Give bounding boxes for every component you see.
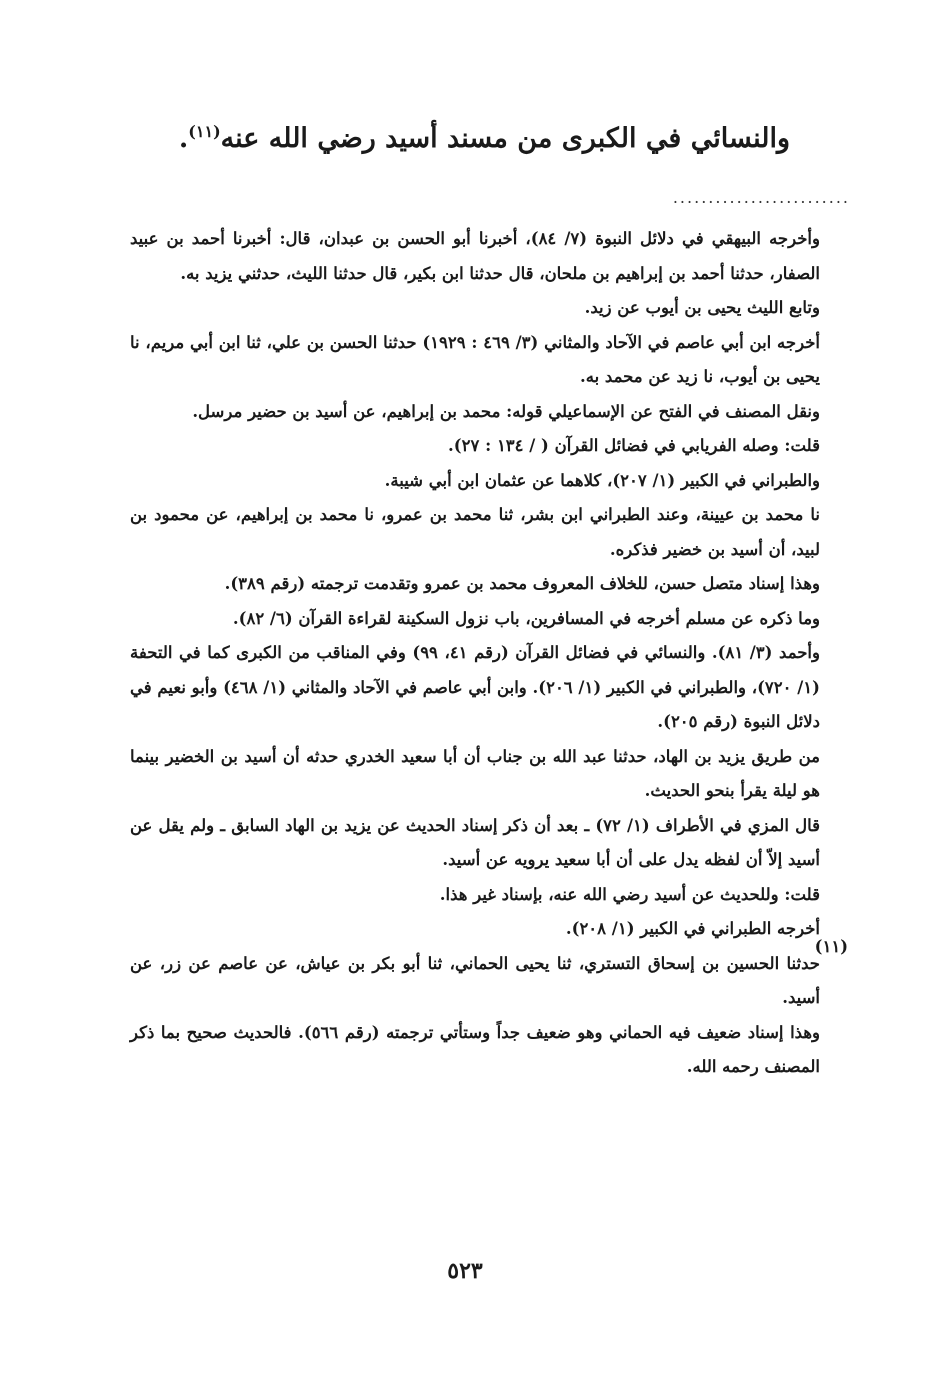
footnote-paragraph: قال المزي في الأطراف (١/ ٧٢) ـ بعد أن ذكر إسناد الحديث عن يزيد بن الهاد السابق ـ ولم يقل عن أسيد إلاّ أن لفظه يدل على أن أبا سعيد يرويه عن أسيد. [130, 815, 820, 869]
footnote-paragraph: نا محمد بن عيينة، وعند الطبراني ابن بشر، ثنا محمد بن عمرو، نا محمد بن إبراهيم، عن محمود بن لبيد، أن أسيد بن خضير فذكره. [130, 505, 820, 559]
footnote-paragraph: قلت: وللحديث عن أسيد رضي الله عنه، بإسناد غير هذا. [439, 884, 820, 904]
main-text-line [110, 112, 790, 159]
footnote-paragraph: قلت: وصله الفريابي في فضائل القرآن ( / ١٣٤ : ٢٧). [448, 436, 820, 455]
footnote-paragraph: حدثنا الحسين بن إسحاق التستري، ثنا يحيى الحماني، ثنا أبو بكر بن عياش، عن عاصم عن زر، عن أسيد. [130, 953, 820, 1007]
footnote-paragraph: وهذا إسناد ضعيف فيه الحماني وهو ضعيف جداً وستأتي ترجمته (رقم ٥٦٦). فالحديث صحيح بما ذكر المصنف رحمه الله. [130, 1022, 820, 1076]
page-number: ٥٢٣ [447, 1258, 483, 1284]
footnotes-block [130, 222, 820, 1085]
main-text-end: . [178, 123, 189, 154]
footnote-paragraph: أخرجه ابن أبي عاصم في الآحاد والمثاني (٣/ ٤٦٩ : ١٩٢٩) حدثنا الحسن بن علي، ثنا ابن أبي مريم، نا يحيى بن أيوب، نا زيد عن محمد به. [130, 332, 820, 386]
footnote-divider: ......................... [672, 188, 850, 207]
main-text: والنسائي في الكبرى من مسند أسيد رضي الله عنه [220, 123, 790, 154]
footnote-number: (١١) [814, 937, 848, 956]
footnote-paragraph: والطبراني في الكبير (١/ ٢٠٧)، كلاهما عن عثمان ابن أبي شيبة. [384, 470, 820, 490]
footnote-paragraph: وما ذكره عن مسلم أخرجه في المسافرين، باب نزول السكينة لقراءة القرآن (٦/ ٨٢). [232, 608, 820, 628]
footnote-reference: (١١) [188, 122, 221, 141]
footnote-paragraph: ونقل المصنف في الفتح عن الإسماعيلي قوله: محمد بن إبراهيم، عن أسيد بن حضير مرسل. [192, 401, 820, 421]
footnote-paragraph: وأحمد (٣/ ٨١). والنسائي في فضائل القرآن (رقم ٤١، ٩٩) وفي المناقب من الكبرى كما في التحفة (١/ ٧٢٠)، والطبراني في الكبير (١/ ٢٠٦). وابن أبي عاصم في الآحاد والمثاني (١/ ٤٦٨) وأبو نعيم في دلائل النبوة (رقم ٢٠٥). [130, 643, 820, 731]
footnote-paragraph: وتابع الليث يحيى بن أيوب عن زيد. [584, 298, 820, 317]
footnote-paragraph: أخرجه الطبراني في الكبير (١/ ٢٠٨). [565, 919, 820, 938]
footnote-paragraph: وهذا إسناد متصل حسن، للخلاف المعروف محمد بن عمرو وتقدمت ترجمته (رقم ٣٨٩). [224, 574, 820, 593]
footnote-paragraph: وأخرجه البيهقي في دلائل النبوة (٧/ ٨٤)، أخبرنا أبو الحسن بن عبدان، قال: أخبرنا أحمد بن عبيد الصفار، حدثنا أحمد بن إبراهيم بن ملحان، قال حدثنا ابن بكير، قال حدثنا الليث، حدثني يزيد به. [130, 229, 820, 283]
footnote-paragraph: من طريق يزيد بن الهاد، حدثنا عبد الله بن جناب أن أبا سعيد الخدري حدثه أن أسيد بن الخضير بينما هو ليلة يقرأ بنحو الحديث. [130, 746, 820, 800]
